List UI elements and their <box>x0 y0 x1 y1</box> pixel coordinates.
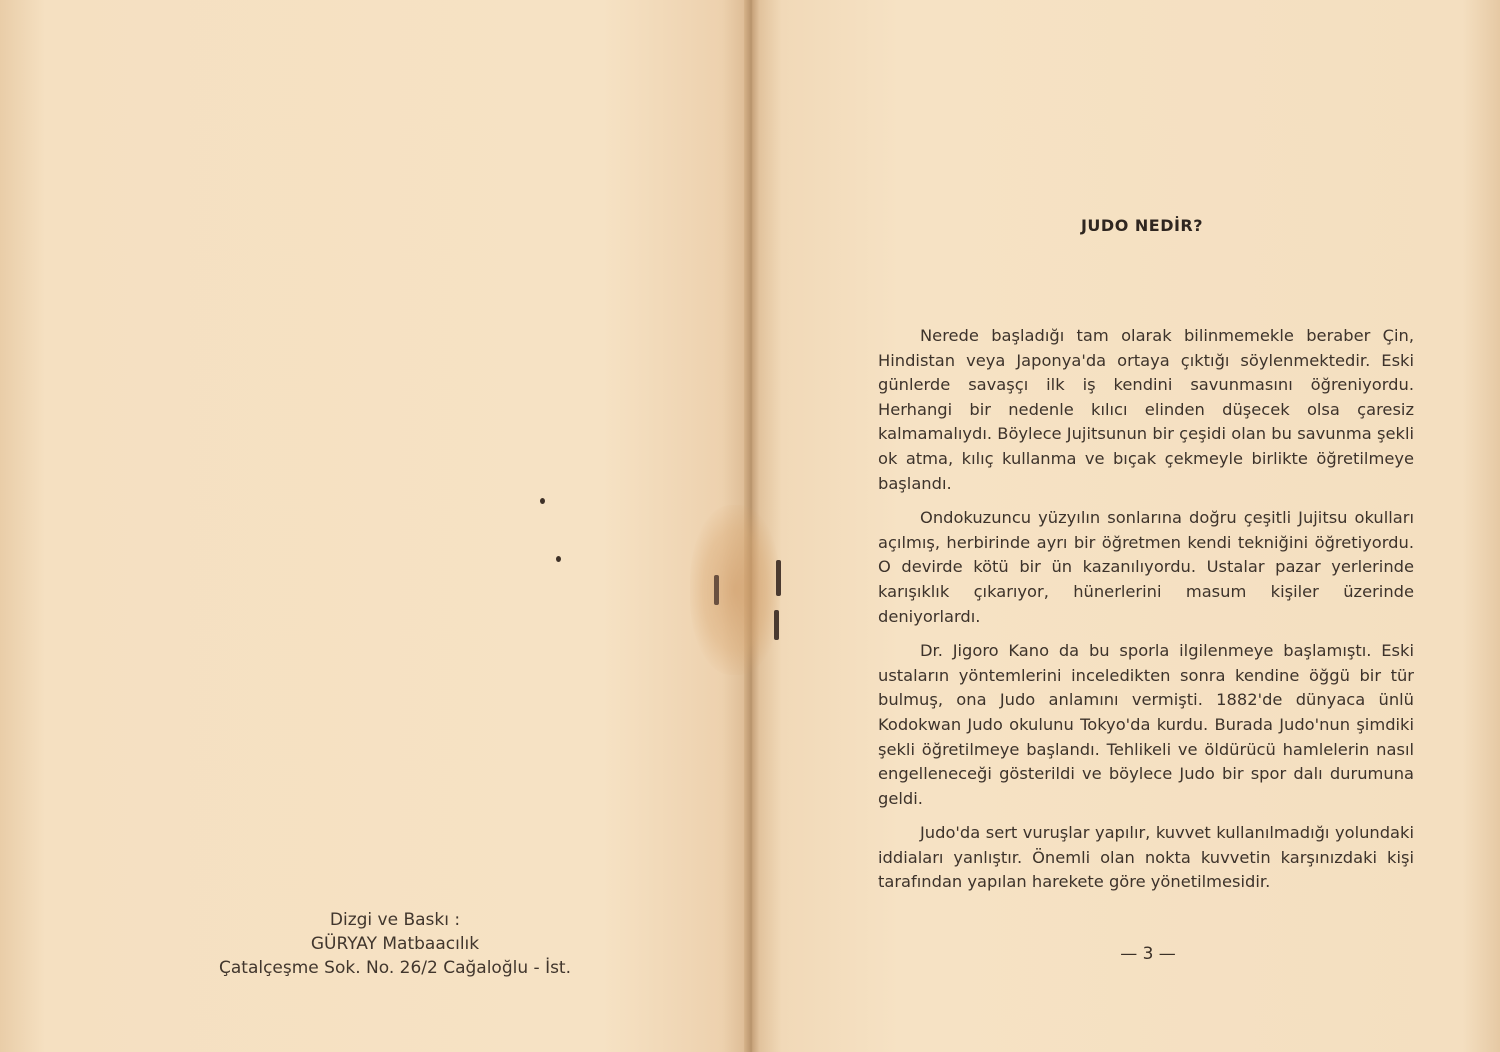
paragraph: Dr. Jigoro Kano da bu sporla ilgilenmeye başlamıştı. Eski ustaların yöntemlerini inceledikten sonra kendine öğgü bir tür bulmuş, ona Judo anlamını vermişti. 1882'de dünyaca ünlü Kodokwan Judo okulunu Tokyo'da kurdu. Burada Judo'nun şimdiki şekli öğretilmeye başlandı. Tehlikeli ve öldürücü hamlelerin nasıl engelleneceği gösterildi ve böylece Judo bir spor dalı durumuna geldi. <box>878 641 1414 808</box>
imprint-line: Dizgi ve Baskı : <box>329 910 461 930</box>
staple <box>714 575 719 605</box>
staple <box>776 560 781 596</box>
paragraph: Ondokuzuncu yüzyılın sonlarına doğru çeşitli Jujitsu okulları açılmış, herbirinde ayrı bir öğretmen kendi tekniğini öğretiyordu. O devirde kötü bir ün kazanılıyordu. Ustalar pazar yerlerinde karışıklık çıkarıyor, hünerlerini masum kişiler üzerinde deniyorlardı. <box>878 508 1414 626</box>
printer-imprint <box>190 908 600 980</box>
paragraph: Nerede başladığı tam olarak bilinmemekle beraber Çin, Hindistan veya Japonya'da ortaya çıktığı söylenmektedir. Eski günlerde savaşçı ilk iş kendini savunmasını öğreniyordu. Herhangi bir nedenle kılıcı elinden düşecek olsa çaresiz kalmamalıydı. Böylece Jujitsunun bir çeşidi olan bu savunma şekli ok atma, kılıç kullanma ve bıçak çekmeyle birlikte öğretilmeye başlandı. <box>878 326 1414 493</box>
paragraph: Judo'da sert vuruşlar yapılır, kuvvet kullanılmadığı yolundaki iddiaları yanlıştır. Önemli olan nokta kuvvetin karşınızdaki kişi tarafından yapılan harekete göre yönetilmesidir. <box>878 823 1414 892</box>
imprint-line: Çatalçeşme Sok. No. 26/2 Cağaloğlu - İst. <box>218 958 572 978</box>
ink-speck <box>556 556 561 562</box>
staple <box>774 610 779 640</box>
body-text <box>878 324 1414 905</box>
chapter-title: JUDO NEDİR? <box>1080 216 1204 235</box>
imprint-line: GÜRYAY Matbaacılık <box>310 934 480 954</box>
ink-speck <box>540 498 545 504</box>
page-number: — 3 — <box>1120 944 1176 964</box>
water-stain <box>690 505 780 675</box>
